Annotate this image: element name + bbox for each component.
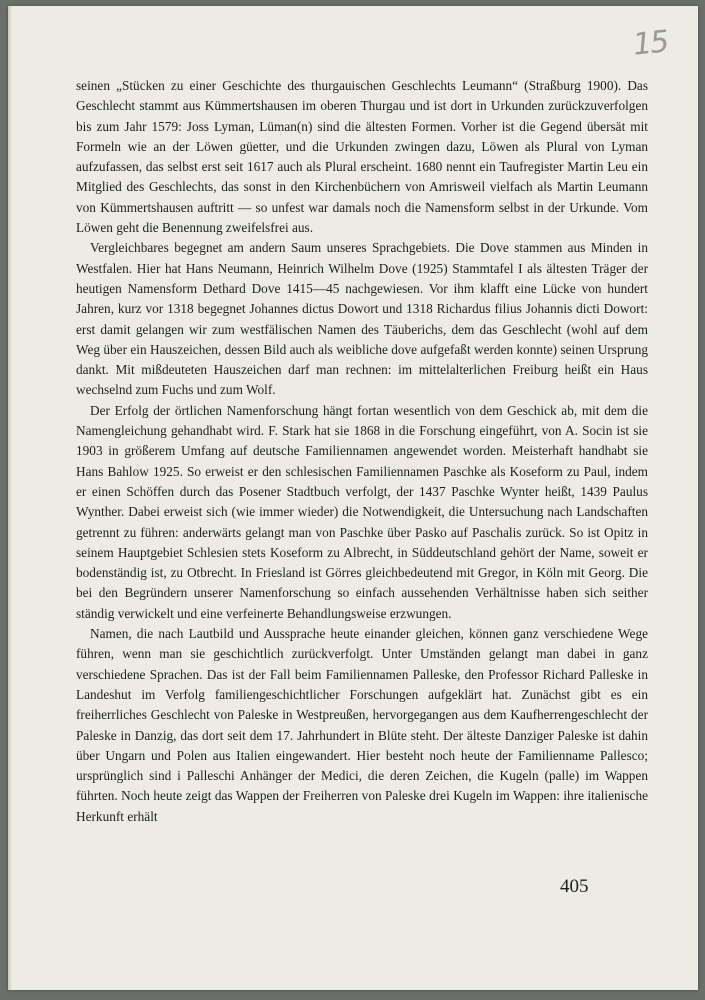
page-number: 405 bbox=[560, 876, 589, 897]
paragraph-2: Vergleichbares begegnet am andern Saum unseres Sprachgebiets. Die Dove stammen aus Minden in Westfalen. Hier hat Hans Neumann, Heinrich Wilhelm Dove (1925) Stammtafel I als ältesten Träger der heutigen Namensform Dethard Dove 1415—45 nachgewiesen. Vor ihm klafft eine Lücke von hundert Jahren, kurz vor 1318 begegnet Johannes dictus Dowort und 1318 Richardus filius Johannis dicti Dowort: erst damit gelangen wir zum westfälischen Namen des Täuberichs, dem das Geschlecht (wohl auf dem Weg über ein Hauszeichen, dessen Bild auch als weibliche dove aufgefaßt werden konnte) seinen Ursprung dankt. Mit mißdeuteten Hauszeichen darf man rechnen: im mittelalterlichen Freiburg heißt ein Haus wechselnd zum Fuchs und zum Wolf. bbox=[76, 240, 648, 398]
paragraph-1: seinen „Stücken zu einer Geschichte des thurgauischen Geschlechts Leumann“ (Straßburg 1900). Das Geschlecht stammt aus Kümmertshausen im oberen Thurgau und ist dort in Urkunden zurückzuverfolgen bis zum Jahr 1579: Joss Lyman, Lüman(n) sind die ältesten Formen. Vorher ist die Gegend übersät mit Formeln wie an der Löwen güetter, und die Urkunden zwingen dazu, Löwen als Plural von Lyman aufzufassen, das selbst erst seit 1617 auch als Plural erscheint. 1680 nennt ein Taufregister Martin Leu ein Mitglied des Geschlechts, das sonst in den Kirchenbüchern von Amrisweil vielfach als Martin Leumann von Kümmertshausen auftritt — so unfest war damals noch die Namensform selbst in der Urkunde. Vom Löwen geht die Benennung zweifelsfrei aus. bbox=[76, 78, 648, 236]
paragraph-4: Namen, die nach Lautbild und Aussprache heute einander gleichen, können ganz verschiedene Wege führen, wenn man sie geschichtlich zurückverfolgt. Unter Umständen gelangt man dabei in ganz verschiedene Sprachen. Das ist der Fall beim Familiennamen Palleske, den Professor Richard Palleske in Landeshut im Verfolg familiengeschichtlicher Forschungen aufgeklärt hat. Zunächst gibt es ein freiherrliches Geschlecht von Paleske in Westpreußen, hervorgegangen aus dem Kaufherrengeschlecht der Paleske in Danzig, das dort seit dem 17. Jahrhundert in Blüte steht. Der älteste Danziger Paleske ist dahin über Ungarn und Polen aus Italien eingewandert. Hier besteht noch heute der Familienname Pallesco; ursprünglich sind i Palleschi Anhänger der Medici, die deren Zeichen, die Kugeln (palle) im Wappen führten. Noch heute zeigt das Wappen der Freiherren von Paleske drei Kugeln im Wappen: ihre italienische Herkunft erhält bbox=[76, 626, 648, 824]
pencil-page-note: 15 bbox=[631, 24, 669, 63]
page-edge-shadow bbox=[8, 6, 12, 990]
body-text bbox=[76, 76, 648, 827]
book-page bbox=[8, 6, 698, 990]
paragraph-3: Der Erfolg der örtlichen Namenforschung hängt fortan wesentlich von dem Geschick ab, mit dem die Namengleichung gehandhabt wird. F. Stark hat sie 1868 in die Forschung eingeführt, von A. Socin ist sie 1903 in größerem Umfang auf deutsche Familiennamen angewendet worden. Meisterhaft handhabt sie Hans Bahlow 1925. So erweist er den schlesischen Familiennamen Paschke als Koseform zu Paul, indem er einen Schöffen durch das Posener Stadtbuch verfolgt, der 1437 Paschke Wynter heißt, 1439 Paulus Wynther. Dabei erweist sich (wie immer wieder) die Notwendigkeit, die Untersuchung nach Landschaften getrennt zu führen: anderwärts gelangt man von Paschke über Pasko auf Paschalis zurück. So ist Opitz in seinem Hauptgebiet Schlesien stets Koseform zu Albrecht, in Süddeutschland gehört der Name, soweit er bodenständig ist, zu Otbrecht. In Friesland ist Görres gleichbedeutend mit Gregor, in Köln mit Georg. Die bei den Begründern unserer Namenforschung so einfach aussehenden Verhältnisse haben sich seither ständig verwickelt und eine verfeinerte Behandlungsweise erzwungen. bbox=[76, 402, 648, 621]
